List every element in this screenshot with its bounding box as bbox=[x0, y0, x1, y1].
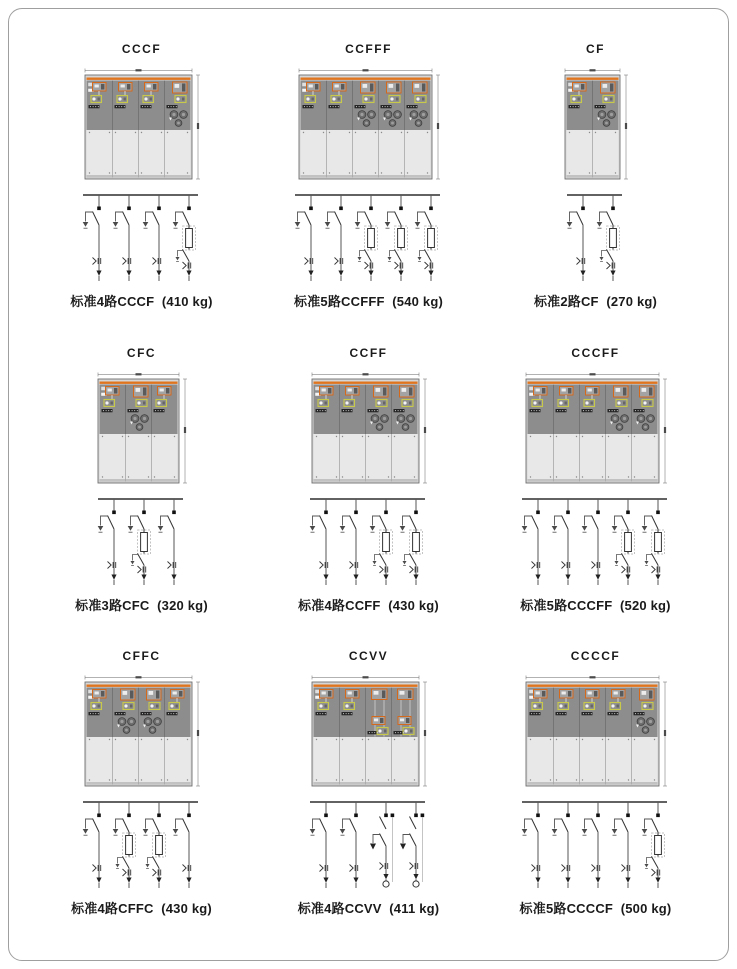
panel-caption: 标准3路CFC (320 kg) bbox=[75, 597, 208, 613]
panel-cell-cfc bbox=[28, 346, 255, 650]
panel-title: CCVV bbox=[348, 649, 389, 664]
branch-f bbox=[369, 499, 392, 585]
panel-cell-cccf bbox=[28, 42, 255, 346]
branch-c bbox=[566, 195, 585, 281]
branch-c bbox=[551, 802, 570, 888]
cabinet-front-view bbox=[308, 371, 429, 489]
single-line-diagram bbox=[518, 493, 674, 589]
branch-f bbox=[414, 195, 437, 281]
branch-c bbox=[551, 499, 570, 585]
panel-caption: 标准5路CCCFF (520 kg) bbox=[520, 597, 671, 613]
panel-caption: 标准4路CCFF (430 kg) bbox=[298, 597, 439, 613]
panel-cell-ccvv bbox=[255, 649, 482, 953]
single-line-diagram bbox=[94, 493, 190, 589]
panel-caption: 标准4路CCCF (410 kg) bbox=[70, 294, 213, 309]
panel-caption: 标准4路CFFC (430 kg) bbox=[71, 901, 212, 917]
branch-c bbox=[97, 499, 116, 585]
panel-title: CCCF bbox=[121, 42, 162, 56]
single-line-diagram bbox=[306, 796, 432, 892]
branch-c bbox=[309, 802, 328, 888]
branch-c bbox=[112, 195, 131, 281]
panel-cell-ccfff bbox=[255, 42, 482, 346]
cabinet-front-view bbox=[522, 371, 669, 489]
panel-title: CCCFF bbox=[571, 345, 620, 360]
branch-f bbox=[142, 802, 165, 888]
panel-cell-cccff bbox=[482, 346, 709, 650]
single-line-diagram bbox=[79, 796, 205, 892]
branch-c bbox=[521, 802, 540, 888]
panel-cell-cffc bbox=[28, 649, 255, 953]
cabinet-front-view bbox=[308, 674, 429, 792]
branch-f bbox=[641, 499, 664, 585]
branch-c bbox=[339, 499, 358, 585]
branch-c bbox=[142, 195, 161, 281]
branch-v bbox=[400, 802, 424, 887]
panel-title: CF bbox=[586, 42, 605, 56]
branch-c bbox=[324, 195, 343, 281]
branch-c bbox=[611, 802, 630, 888]
panel-cell-cf bbox=[482, 42, 709, 346]
panel-caption: 标准5路CCCCF (500 kg) bbox=[519, 901, 672, 917]
branch-f bbox=[596, 195, 619, 281]
branch-c bbox=[581, 802, 600, 888]
branch-v bbox=[370, 802, 394, 887]
branch-f bbox=[172, 195, 195, 281]
branch-c bbox=[172, 802, 191, 888]
panel-title: CCFF bbox=[349, 345, 388, 360]
branch-f bbox=[641, 802, 664, 888]
cabinet-front-view bbox=[561, 67, 630, 185]
cabinet-front-view bbox=[94, 371, 189, 489]
panel-title: CFC bbox=[126, 345, 157, 360]
panel-title: CFFC bbox=[122, 649, 161, 664]
branch-c bbox=[521, 499, 540, 585]
cabinet-front-view bbox=[81, 674, 202, 792]
branch-f bbox=[611, 499, 634, 585]
branch-f bbox=[127, 499, 150, 585]
cabinet-front-view bbox=[295, 67, 442, 185]
branch-c bbox=[82, 802, 101, 888]
cabinet-front-view bbox=[522, 674, 669, 792]
branch-f bbox=[399, 499, 422, 585]
single-line-diagram bbox=[518, 796, 674, 892]
single-line-diagram bbox=[79, 189, 205, 285]
branch-f bbox=[354, 195, 377, 281]
panel-title: CCFFF bbox=[345, 42, 392, 56]
panel-caption: 标准4路CCVV (411 kg) bbox=[297, 901, 440, 917]
cabinet-front-view bbox=[81, 67, 202, 185]
single-line-diagram bbox=[563, 189, 629, 285]
branch-f bbox=[384, 195, 407, 281]
branch-c bbox=[157, 499, 176, 585]
branch-c bbox=[82, 195, 101, 281]
panels-grid bbox=[10, 8, 727, 959]
panel-title: CCCCF bbox=[570, 649, 621, 664]
branch-c bbox=[339, 802, 358, 888]
panel-cell-ccff bbox=[255, 346, 482, 650]
panel-cell-ccccf bbox=[482, 649, 709, 953]
branch-f bbox=[112, 802, 135, 888]
branch-c bbox=[581, 499, 600, 585]
panel-caption: 标准5路CCFFF (540 kg) bbox=[294, 294, 443, 309]
branch-c bbox=[309, 499, 328, 585]
panel-caption: 标准2路CF (270 kg) bbox=[533, 294, 658, 309]
single-line-diagram bbox=[306, 493, 432, 589]
branch-c bbox=[294, 195, 313, 281]
single-line-diagram bbox=[291, 189, 447, 285]
